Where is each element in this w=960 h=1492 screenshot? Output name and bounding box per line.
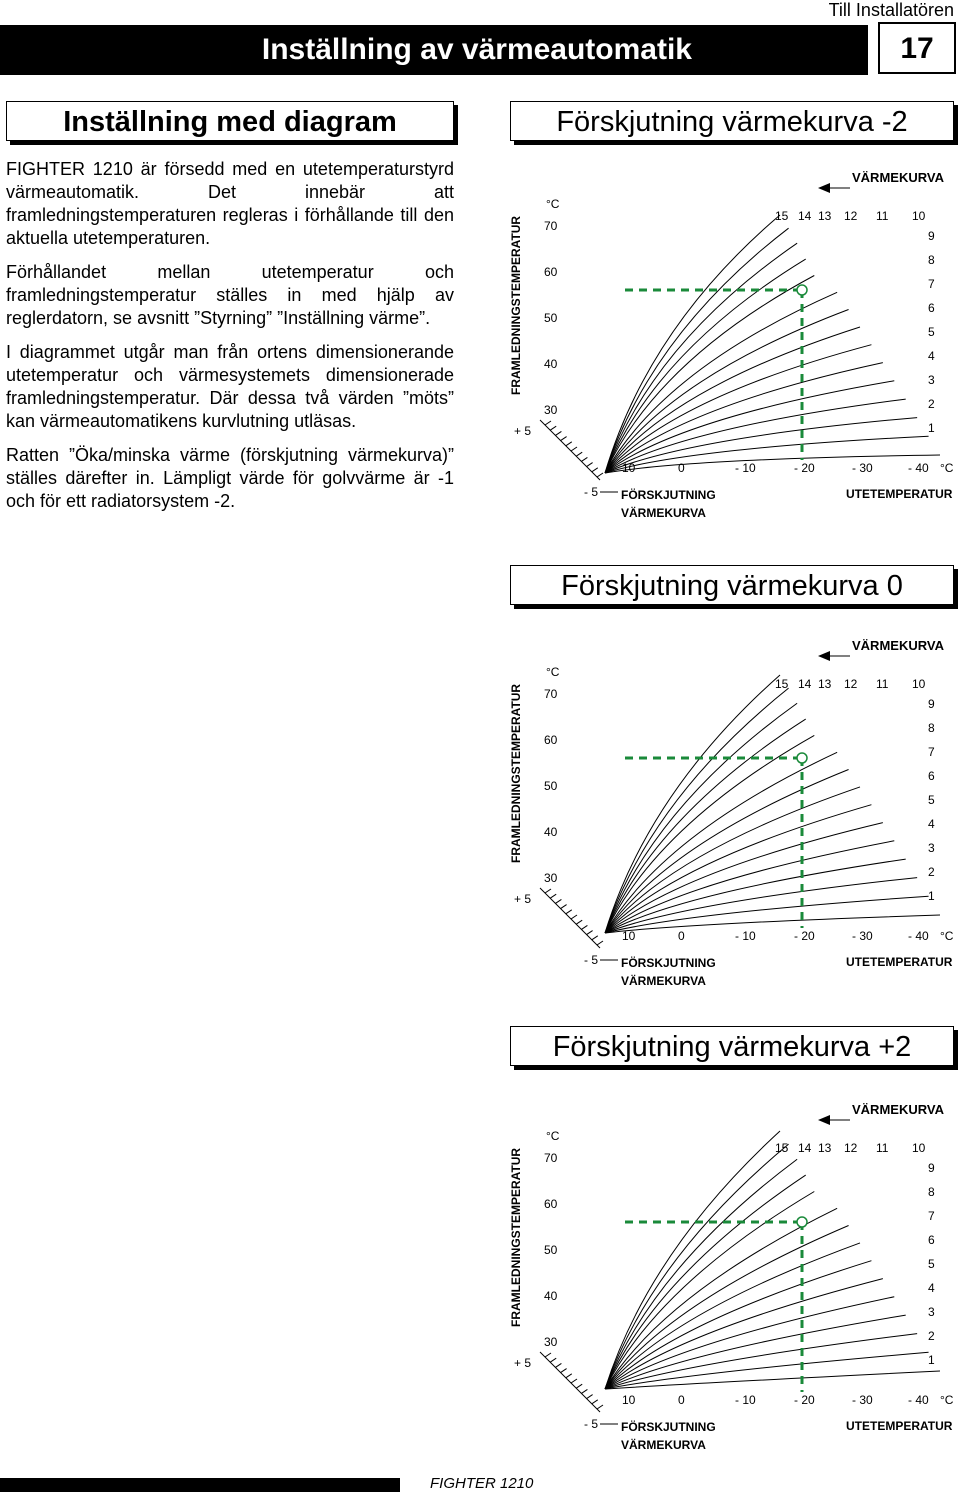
shift-tick bbox=[555, 1363, 561, 1367]
heating-curve bbox=[605, 1175, 806, 1389]
arrow-icon bbox=[818, 183, 830, 193]
heating-curve bbox=[605, 878, 917, 933]
shift-tick bbox=[592, 1400, 598, 1404]
x-unit-label: °C bbox=[940, 1393, 954, 1407]
heating-curve bbox=[605, 770, 849, 933]
y-tick-label: 60 bbox=[544, 733, 558, 747]
shift-label-top: + 5 bbox=[514, 424, 532, 438]
x-tick-label: - 40 bbox=[908, 461, 929, 475]
x-axis-label: UTETEMPERATUR bbox=[846, 955, 953, 969]
curve-label: 15 bbox=[775, 1141, 789, 1155]
x-tick-label: - 30 bbox=[852, 1393, 873, 1407]
curve-label: 4 bbox=[928, 1281, 935, 1295]
page-title: Inställning av värmeautomatik bbox=[0, 25, 868, 75]
arrow-icon bbox=[818, 1115, 830, 1125]
shift-axis-label: VÄRMEKURVA bbox=[621, 974, 706, 988]
y-tick-label: 50 bbox=[544, 1243, 558, 1257]
page-number: 17 bbox=[878, 22, 956, 74]
curve-label: 7 bbox=[928, 745, 935, 759]
heating-curve-chart bbox=[500, 1092, 960, 1462]
curve-label: 13 bbox=[818, 1141, 832, 1155]
top-label: Till Installatören bbox=[828, 0, 954, 20]
curve-label: 7 bbox=[928, 277, 935, 291]
shift-tick bbox=[550, 894, 556, 898]
curve-axis-label: VÄRMEKURVA bbox=[852, 170, 944, 185]
shift-tick bbox=[576, 452, 582, 456]
curve-label: 11 bbox=[876, 1141, 889, 1155]
y-tick-label: 30 bbox=[544, 403, 558, 417]
curve-label: 6 bbox=[928, 1233, 935, 1247]
example-point-marker bbox=[797, 285, 807, 295]
x-tick-label: - 40 bbox=[908, 1393, 929, 1407]
x-tick-label: - 10 bbox=[735, 929, 756, 943]
footer-text: FIGHTER 1210 bbox=[430, 1475, 534, 1492]
curve-label: 10 bbox=[912, 677, 926, 691]
y-tick-label: 70 bbox=[544, 687, 558, 701]
shift-scale-line bbox=[540, 1352, 600, 1412]
x-tick-label: 0 bbox=[678, 461, 685, 475]
chart-title: Förskjutning värmekurva +2 bbox=[510, 1026, 954, 1066]
curve-label: 15 bbox=[775, 209, 789, 223]
heating-curve bbox=[605, 243, 797, 473]
y-tick-label: 40 bbox=[544, 1289, 558, 1303]
curve-label: 7 bbox=[928, 1209, 935, 1223]
shift-tick bbox=[576, 1384, 582, 1388]
curve-label: 12 bbox=[844, 677, 858, 691]
curve-label: 1 bbox=[928, 1353, 935, 1367]
heating-curve-chart bbox=[500, 160, 960, 530]
chart-title: Förskjutning värmekurva -2 bbox=[510, 101, 954, 141]
shift-axis-label: FÖRSKJUTNING bbox=[621, 956, 716, 970]
shift-tick bbox=[592, 936, 598, 940]
curve-label: 13 bbox=[818, 677, 832, 691]
y-tick-label: 40 bbox=[544, 825, 558, 839]
footer-bar bbox=[0, 1478, 400, 1492]
curve-label: 10 bbox=[912, 209, 926, 223]
curve-label: 10 bbox=[912, 1141, 926, 1155]
heating-curve bbox=[605, 1131, 780, 1389]
x-tick-label: 10 bbox=[622, 461, 636, 475]
curve-label: 14 bbox=[798, 1141, 812, 1155]
shift-tick bbox=[545, 1353, 551, 1357]
curve-label: 2 bbox=[928, 397, 935, 411]
heating-curve-chart bbox=[500, 628, 960, 998]
curve-label: 5 bbox=[928, 325, 935, 339]
shift-tick bbox=[555, 899, 561, 903]
shift-tick bbox=[581, 1389, 587, 1393]
paragraph: Förhållandet mellan utetemperatur och framledningstemperatur ställes in med hjälp av reglerdatorn, se avsnitt ”Styrning” ”Inställning värme”. bbox=[6, 262, 454, 328]
x-tick-label: - 10 bbox=[735, 461, 756, 475]
heating-curve bbox=[605, 1315, 906, 1389]
x-tick-label: 0 bbox=[678, 929, 685, 943]
shift-tick bbox=[566, 910, 572, 914]
curve-label: 5 bbox=[928, 1257, 935, 1271]
shift-axis-label: FÖRSKJUTNING bbox=[621, 488, 716, 502]
paragraph: Ratten ”Öka/minska värme (förskjutning värmekurva)” ställes därefter in. Lämpligt värde för golvvärme är -1 och för ett radiatorsystem -2. bbox=[6, 445, 454, 511]
y-axis-label: FRAMLEDNINGSTEMPERATUR bbox=[509, 1147, 523, 1327]
x-tick-label: - 30 bbox=[852, 929, 873, 943]
y-tick-label: 60 bbox=[544, 1197, 558, 1211]
curve-label: 9 bbox=[928, 229, 935, 243]
shift-label-top: + 5 bbox=[514, 1356, 532, 1370]
shift-tick bbox=[566, 1374, 572, 1378]
shift-tick bbox=[581, 925, 587, 929]
curve-label: 8 bbox=[928, 253, 935, 267]
curve-label: 6 bbox=[928, 301, 935, 315]
curve-label: 14 bbox=[798, 677, 812, 691]
curve-label: 4 bbox=[928, 817, 935, 831]
y-tick-label: 50 bbox=[544, 311, 558, 325]
heating-curve bbox=[605, 688, 789, 933]
y-tick-label: 40 bbox=[544, 357, 558, 371]
shift-axis-label: FÖRSKJUTNING bbox=[621, 1420, 716, 1434]
curve-label: 2 bbox=[928, 865, 935, 879]
shift-tick bbox=[587, 931, 593, 935]
heating-curve bbox=[605, 735, 814, 933]
shift-scale-line bbox=[540, 888, 600, 948]
heating-curve bbox=[605, 675, 780, 933]
curve-label: 8 bbox=[928, 1185, 935, 1199]
x-unit-label: °C bbox=[940, 929, 954, 943]
shift-label-top: + 5 bbox=[514, 892, 532, 906]
chart-title: Förskjutning värmekurva 0 bbox=[510, 565, 954, 605]
x-tick-label: - 10 bbox=[735, 1393, 756, 1407]
curve-label: 11 bbox=[876, 677, 889, 691]
y-tick-label: 50 bbox=[544, 779, 558, 793]
heating-curve bbox=[605, 805, 871, 933]
shift-tick bbox=[550, 1358, 556, 1362]
heating-curve bbox=[605, 896, 929, 933]
shift-label-bottom: - 5 bbox=[584, 953, 599, 967]
x-tick-label: - 20 bbox=[794, 929, 815, 943]
x-tick-label: - 20 bbox=[794, 1393, 815, 1407]
curve-label: 3 bbox=[928, 1305, 935, 1319]
curve-label: 9 bbox=[928, 1161, 935, 1175]
curve-label: 11 bbox=[876, 209, 889, 223]
heating-curve bbox=[605, 1371, 940, 1389]
heating-curve bbox=[605, 228, 789, 473]
curve-label: 2 bbox=[928, 1329, 935, 1343]
shift-tick bbox=[597, 941, 603, 945]
shift-tick bbox=[545, 889, 551, 893]
x-axis-label: UTETEMPERATUR bbox=[846, 1419, 953, 1433]
shift-tick bbox=[571, 1379, 577, 1383]
y-axis-label: FRAMLEDNINGSTEMPERATUR bbox=[509, 215, 523, 395]
shift-tick bbox=[576, 920, 582, 924]
heating-curve bbox=[605, 363, 883, 473]
heating-curve bbox=[605, 381, 894, 473]
shift-axis-label: VÄRMEKURVA bbox=[621, 506, 706, 520]
y-unit-label: °C bbox=[546, 197, 560, 211]
y-tick-label: 30 bbox=[544, 1335, 558, 1349]
x-axis-label: UTETEMPERATUR bbox=[846, 487, 953, 501]
y-tick-label: 30 bbox=[544, 871, 558, 885]
shift-tick bbox=[571, 915, 577, 919]
y-axis-label: FRAMLEDNINGSTEMPERATUR bbox=[509, 683, 523, 863]
curve-label: 6 bbox=[928, 769, 935, 783]
shift-label-bottom: - 5 bbox=[584, 485, 599, 499]
curve-axis-label: VÄRMEKURVA bbox=[852, 638, 944, 653]
y-tick-label: 60 bbox=[544, 265, 558, 279]
curve-label: 3 bbox=[928, 841, 935, 855]
heating-curve bbox=[605, 823, 883, 933]
heating-curve bbox=[605, 275, 814, 473]
heating-curve bbox=[605, 455, 940, 473]
curve-label: 13 bbox=[818, 209, 832, 223]
shift-tick bbox=[561, 437, 567, 441]
curve-label: 5 bbox=[928, 793, 935, 807]
shift-tick bbox=[566, 442, 572, 446]
x-tick-label: 0 bbox=[678, 1393, 685, 1407]
left-section-title: Inställning med diagram bbox=[6, 101, 454, 141]
paragraph: FIGHTER 1210 är försedd med en utetemperaturstyrd värmeautomatik. Det innebär att framledningstemperaturen regleras i förhållande till den aktuella utetemperaturen. bbox=[6, 159, 454, 248]
curve-axis-label: VÄRMEKURVA bbox=[852, 1102, 944, 1117]
heating-curve bbox=[605, 436, 929, 473]
shift-tick bbox=[545, 421, 551, 425]
shift-tick bbox=[581, 457, 587, 461]
shift-tick bbox=[550, 426, 556, 430]
shift-axis-label: VÄRMEKURVA bbox=[621, 1438, 706, 1452]
curve-label: 15 bbox=[775, 677, 789, 691]
shift-tick bbox=[597, 1405, 603, 1409]
shift-tick bbox=[555, 431, 561, 435]
shift-tick bbox=[561, 1369, 567, 1373]
curve-label: 4 bbox=[928, 349, 935, 363]
example-point-marker bbox=[797, 1217, 807, 1227]
curve-label: 14 bbox=[798, 209, 812, 223]
y-unit-label: °C bbox=[546, 665, 560, 679]
x-tick-label: 10 bbox=[622, 929, 636, 943]
x-tick-label: 10 bbox=[622, 1393, 636, 1407]
paragraph: I diagrammet utgår man från ortens dimensionerande utetemperatur och värmesystemets dimensionerade framledningstemperatur. Där dessa två värden ”möts” kan värmeautomatikens kurvlutning utläsas. bbox=[6, 342, 454, 431]
y-tick-label: 70 bbox=[544, 1151, 558, 1165]
shift-tick bbox=[592, 468, 598, 472]
shift-tick bbox=[561, 905, 567, 909]
shift-tick bbox=[571, 447, 577, 451]
x-unit-label: °C bbox=[940, 461, 954, 475]
shift-label-bottom: - 5 bbox=[584, 1417, 599, 1431]
curve-label: 1 bbox=[928, 421, 935, 435]
curve-label: 8 bbox=[928, 721, 935, 735]
body-text bbox=[6, 158, 454, 524]
curve-label: 12 bbox=[844, 209, 858, 223]
shift-tick bbox=[587, 463, 593, 467]
shift-tick bbox=[587, 1395, 593, 1399]
curve-label: 9 bbox=[928, 697, 935, 711]
arrow-icon bbox=[818, 651, 830, 661]
shift-scale-line bbox=[540, 420, 600, 480]
x-tick-label: - 30 bbox=[852, 461, 873, 475]
x-tick-label: - 40 bbox=[908, 929, 929, 943]
curve-label: 1 bbox=[928, 889, 935, 903]
example-point-marker bbox=[797, 753, 807, 763]
y-tick-label: 70 bbox=[544, 219, 558, 233]
shift-tick bbox=[597, 473, 603, 477]
y-unit-label: °C bbox=[546, 1129, 560, 1143]
x-tick-label: - 20 bbox=[794, 461, 815, 475]
curve-label: 12 bbox=[844, 1141, 858, 1155]
curve-label: 3 bbox=[928, 373, 935, 387]
